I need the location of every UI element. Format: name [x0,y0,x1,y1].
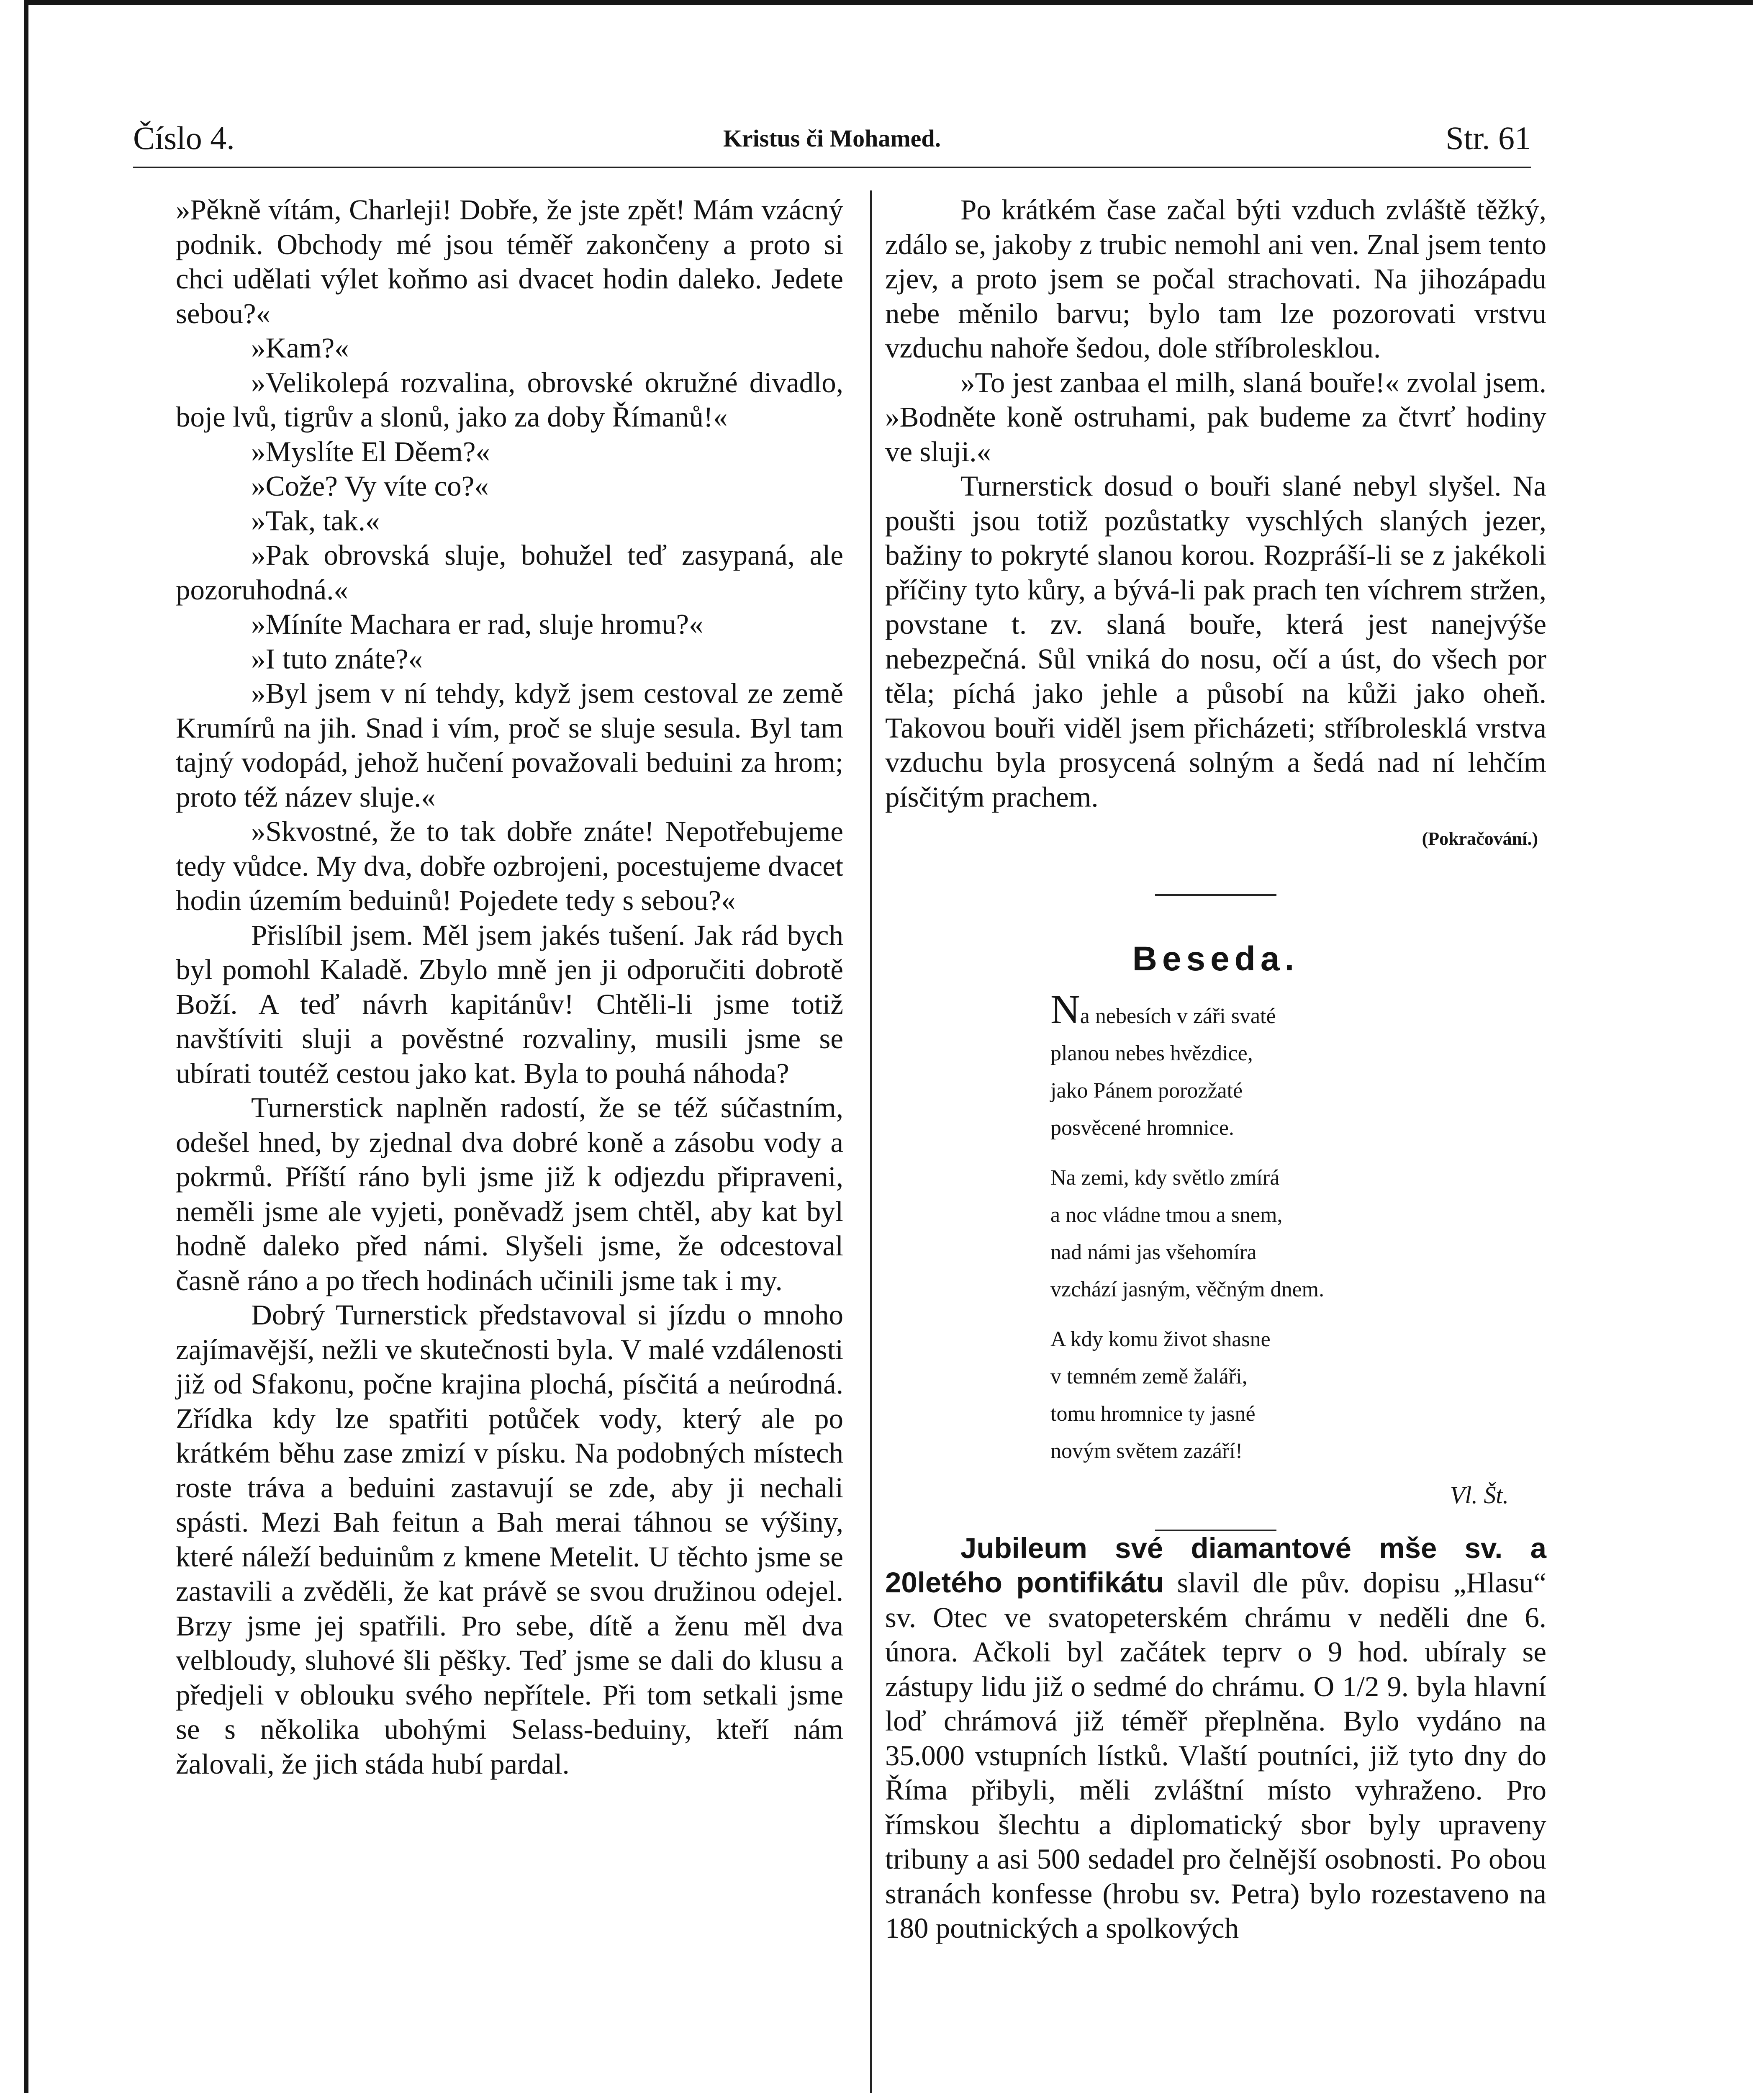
header-rule [133,167,1531,168]
poem-line: Na zemi, kdy světlo zmírá [1050,1166,1280,1190]
poem-stanza [1050,1321,1546,1470]
issue-number: Číslo 4. [133,120,235,156]
poem-line: jako Pánem porozžaté [1050,1079,1243,1103]
poem-stanza [1050,1159,1546,1308]
paragraph: »Velikolepá rozvalina, obrovské okružné divadlo, boje lvů, tigrův a slonů, jako za doby Římanů!« [176,366,843,433]
poem-line: v temném země žaláři, [1050,1365,1248,1388]
paragraph: Po krátkém čase začal býti vzduch zvláště těžký, zdálo se, jakoby z trubic nemohl ani ven. Znal jsem tento zjev, a proto jsem se počal strachovati. Na jihozápadu nebe měnilo barvu; bylo tam lze pozorovati vrstvu vzduchu nahoře šedou, dole stříbrolesklou. [885,194,1546,364]
paragraph: »Byl jsem v ní tehdy, když jsem cestoval ze země Krumírů na jih. Snad i vím, proč se sluje sesula. Byl tam tajný vodopád, jehož hučení považovali beduini za hrom; proto též název sluje.« [176,677,843,813]
poem-line: A kdy komu život shasne [1050,1327,1271,1351]
right-column [885,193,1546,1946]
paragraph: »Tak, tak.« [251,504,380,537]
paragraph: »Skvostné, že to tak dobře znáte! Nepotřebujeme tedy vůdce. My dva, dobře ozbrojeni, pocestujeme dvacet hodin územím beduinů! Pojedete tedy s sebou?« [176,815,843,916]
poem-line: posvěcené hromnice. [1050,1116,1234,1140]
section-divider [1155,894,1276,896]
poem-line [1050,987,1546,1035]
paragraph: »I tuto znáte?« [251,643,423,675]
paragraph: Turnerstick naplněn radostí, že se též súčastním, odešel hned, by zjednal dva dobré koně a zásobu vody a pokrmů. Příští ráno byli jsme již k odjezdu připraveni, neměli jsme ale vyjeti, poněvadž jsem chtěl, aby kat byl hodně daleko před námi. Slyšeli jsme, že odcestoval časně ráno a po třech hodinách učinili jsme tak i my. [176,1092,843,1296]
paragraph: Přislíbil jsem. Měl jsem jakés tušení. Jak rád bych byl pomohl Kaladě. Zbylo mně jen ji odporučiti dobrotě Boží. A teď návrh kapitánův! Chtěli-li jsme totiž navštíviti sluji a pověstné rozvaliny, musili jsme se ubírati toutéž cestou jako kat. Byla to pouhá náhoda? [176,919,843,1089]
page-number: Str. 61 [1446,120,1531,156]
paragraph: »Pak obrovská sluje, bohužel teď zasypaná, ale pozoruhodná.« [176,539,843,606]
poem-line: nad námi jas všehomíra [1050,1240,1257,1264]
paragraph: »To jest zanbaa el milh, slaná bouře!« zvolal jsem. »Bodněte koně ostruhami, pak budeme za čtvrť hodiny ve sluji.« [885,366,1546,468]
poem-line: planou nebes hvězdice, [1050,1041,1253,1065]
paragraph: »Kam?« [251,332,349,364]
page-header [133,107,1531,165]
drop-cap: N [1050,987,1080,1032]
poem-line: tomu hromnice ty jasné [1050,1402,1256,1426]
paragraph: Turnerstick dosud o bouři slané nebyl slyšel. Na poušti jsou totiž pozůstatky vyschlých slaných jezer, bažiny to pokryté slanou korou. Rozpráší-li se z jakékoli příčiny tyto kůry, a bývá-li pak prach ten víchrem stržen, povstane t. zv. slaná bouře, která jest nanejvýše nebezpečná. Sůl vniká do nosu, očí a úst, do všech por těla; píchá jako jehle a působí na kůži jako oheň. Takovou bouři viděl jsem přicházeti; stříbrolesklá vrstva vzduchu byla prosycená solným a šedá nad ní lehčím písčitým prachem. [885,470,1546,813]
poem-stanza [1050,987,1546,1147]
paragraph: »Cože? Vy víte co?« [251,470,489,502]
jubilee-body: slavil dle pův. dopisu „Hlasu“ sv. Otec ve svatopeterském chrámu v neděli dne 6. února. Ačkoli byl začátek teprv o 9 hod. ubíraly se zástupy lidu již o sedmé do chrámu. O 1/2 9. byla hlavní loď chrámová již téměř přeplněna. Bylo vydáno na 35.000 vstupních lístků. Vlaští poutníci, již tyto dny do Říma přibyli, měli zvláštní místo vyhraženo. Pro římskou šlechtu a diplomatický sbor byly upraveny tribuny a asi 500 sedadel pro čelnější osobnosti. Po obou stranách konfesse (hrobu sv. Petra) bylo rozestaveno na 180 poutnických a spolkových [885,1567,1546,1944]
poem-line: novým světem zazáří! [1050,1439,1243,1463]
paragraph: »Myslíte El Děem?« [251,435,490,468]
jubilee-article [885,1531,1546,1946]
column-divider [870,190,872,2093]
left-column [176,193,843,1781]
poem-line-text: a nebesích v záři svaté [1080,1004,1276,1028]
poem-line: vzchází jasným, věčným dnem. [1050,1278,1325,1301]
poem [1050,987,1546,1470]
section-title: Beseda. [1132,939,1299,978]
paragraph: Dobrý Turnerstick představoval si jízdu o mnoho zajímavější, nežli ve skutečnosti byla. V malé vzdálenosti již od Sfakonu, počne krajina plochá, písčitá a neúrodná. Zřídka kdy lze spatřiti potůček vody, který ale po krátkém běhu zase zmizí v písku. Na podobných místech roste tráva a beduini zastavují se zde, aby ji nechali spásti. Mezi Bah feitun a Bah merai táhnou se výšiny, které náleží beduinům z kmene Metelit. U těchto jsme se zastavili a zvěděli, že kat právě se svou družinou odejel. Brzy jsme jej spatřili. Pro sebe, dítě a ženu měl dva velbloudy, sluhové šli pěšky. Teď jsme se dali do klusu a předjeli v oblouku svého nepřítele. Při tom setkali jsme se s několika ubohými Selass-beduiny, kteří nám žalovali, že jich stáda hubí pardal. [176,1299,843,1780]
poem-line: a noc vládne tmou a snem, [1050,1203,1283,1227]
jubilee-heading: Jubileum své diamantové mše sv. a 20letého pontifikátu [885,1532,1546,1599]
paragraph: »Míníte Machara er rad, sluje hromu?« [251,608,704,640]
poem-signature: Vl. Št. [1450,1481,1509,1509]
paragraph: »Pěkně vítám, Charleji! Dobře, že jste zpět! Mám vzácný podnik. Obchody mé jsou téměř zakončeny a proto si chci udělati výlet koňmo asi dvacet hodin daleko. Jedete sebou?« [176,194,843,329]
continuation-note: (Pokračování.) [1422,828,1538,849]
running-title: Kristus či Mohamed. [723,125,941,152]
